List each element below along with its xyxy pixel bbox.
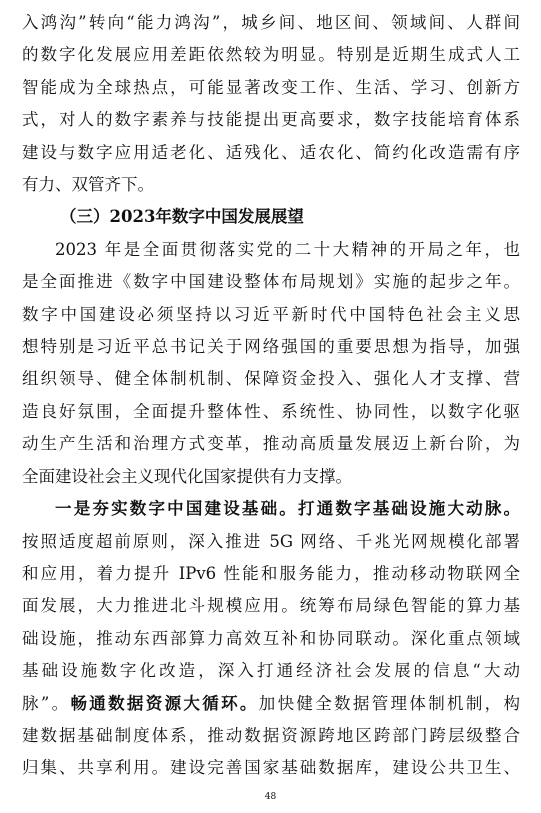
text-line: 按照适度超前原则，深入推进 5G 网络、千兆光网规模化部署 bbox=[22, 531, 520, 551]
text-line: 基础设施数字化改造，深入打通经济社会发展的信息“大动 bbox=[22, 661, 520, 681]
text-line: 建数据基础制度体系，推动数据资源跨地区跨部门跨层级整合 bbox=[22, 725, 520, 745]
text-line: 的数字化发展应用差距依然较为明显。特别是近期生成式人工 bbox=[22, 45, 520, 65]
text-line: 是全面推进《数字中国建设整体布局规划》实施的起步之年。 bbox=[22, 272, 520, 292]
page-number: 48 bbox=[264, 792, 277, 802]
text-line: 造良好氛围，全面提升整体性、系统性、协同性，以数字化驱 bbox=[22, 401, 520, 421]
text-line: 全面建设社会主义现代化国家提供有力支撑。 bbox=[22, 466, 352, 486]
text-segment: 加快健全数据管理体制机制，构 bbox=[258, 693, 520, 713]
text-line: 动生产生活和治理方式变革，推动高质量发展迈上新台阶，为 bbox=[22, 434, 520, 454]
text-line-mixed bbox=[22, 688, 520, 720]
text-line: 组织领导、健全体制机制、保障资金投入、强化人才支撑、营 bbox=[22, 369, 520, 389]
bold-subheading: 畅通数据资源大循环。 bbox=[70, 693, 259, 713]
text-line: 智能成为全球热点，可能显著改变工作、生活、学习、创新方 bbox=[22, 77, 520, 97]
section-heading: （三）2023年数字中国发展展望 bbox=[60, 207, 304, 227]
text-line: 面发展，大力推进北斗规模应用。统筹布局绿色智能的算力基 bbox=[22, 596, 520, 616]
text-line: 建设与数字应用适老化、适残化、适农化、简约化改造需有序 bbox=[22, 142, 520, 162]
text-segment: 脉”。 bbox=[22, 693, 71, 713]
text-line: 和应用，着力提升 IPv6 性能和服务能力，推动移动物联网全 bbox=[22, 563, 520, 583]
text-line: 想特别是习近平总书记关于网络强国的重要思想为指导，加强 bbox=[22, 337, 520, 357]
text-line: 归集、共享利用。建设完善国家基础数据库，建设公共卫生、 bbox=[22, 758, 520, 778]
text-line: 础设施，推动东西部算力高效互补和协同联动。深化重点领域 bbox=[22, 628, 520, 648]
bold-lead-line: 一是夯实数字中国建设基础。打通数字基础设施大动脉。 bbox=[55, 499, 520, 519]
text-line: 式，对人的数字素养与技能提出更高要求，数字技能培育体系 bbox=[22, 110, 520, 130]
text-line: 数字中国建设必须坚持以习近平新时代中国特色社会主义思 bbox=[22, 304, 520, 324]
text-line: 2023 年是全面贯彻落实党的二十大精神的开局之年，也 bbox=[55, 239, 520, 259]
text-line: 有力、双管齐下。 bbox=[22, 175, 154, 195]
body-text bbox=[22, 7, 520, 785]
text-line: 入鸿沟”转向“能力鸿沟”，城乡间、地区间、领域间、人群间 bbox=[22, 13, 520, 32]
